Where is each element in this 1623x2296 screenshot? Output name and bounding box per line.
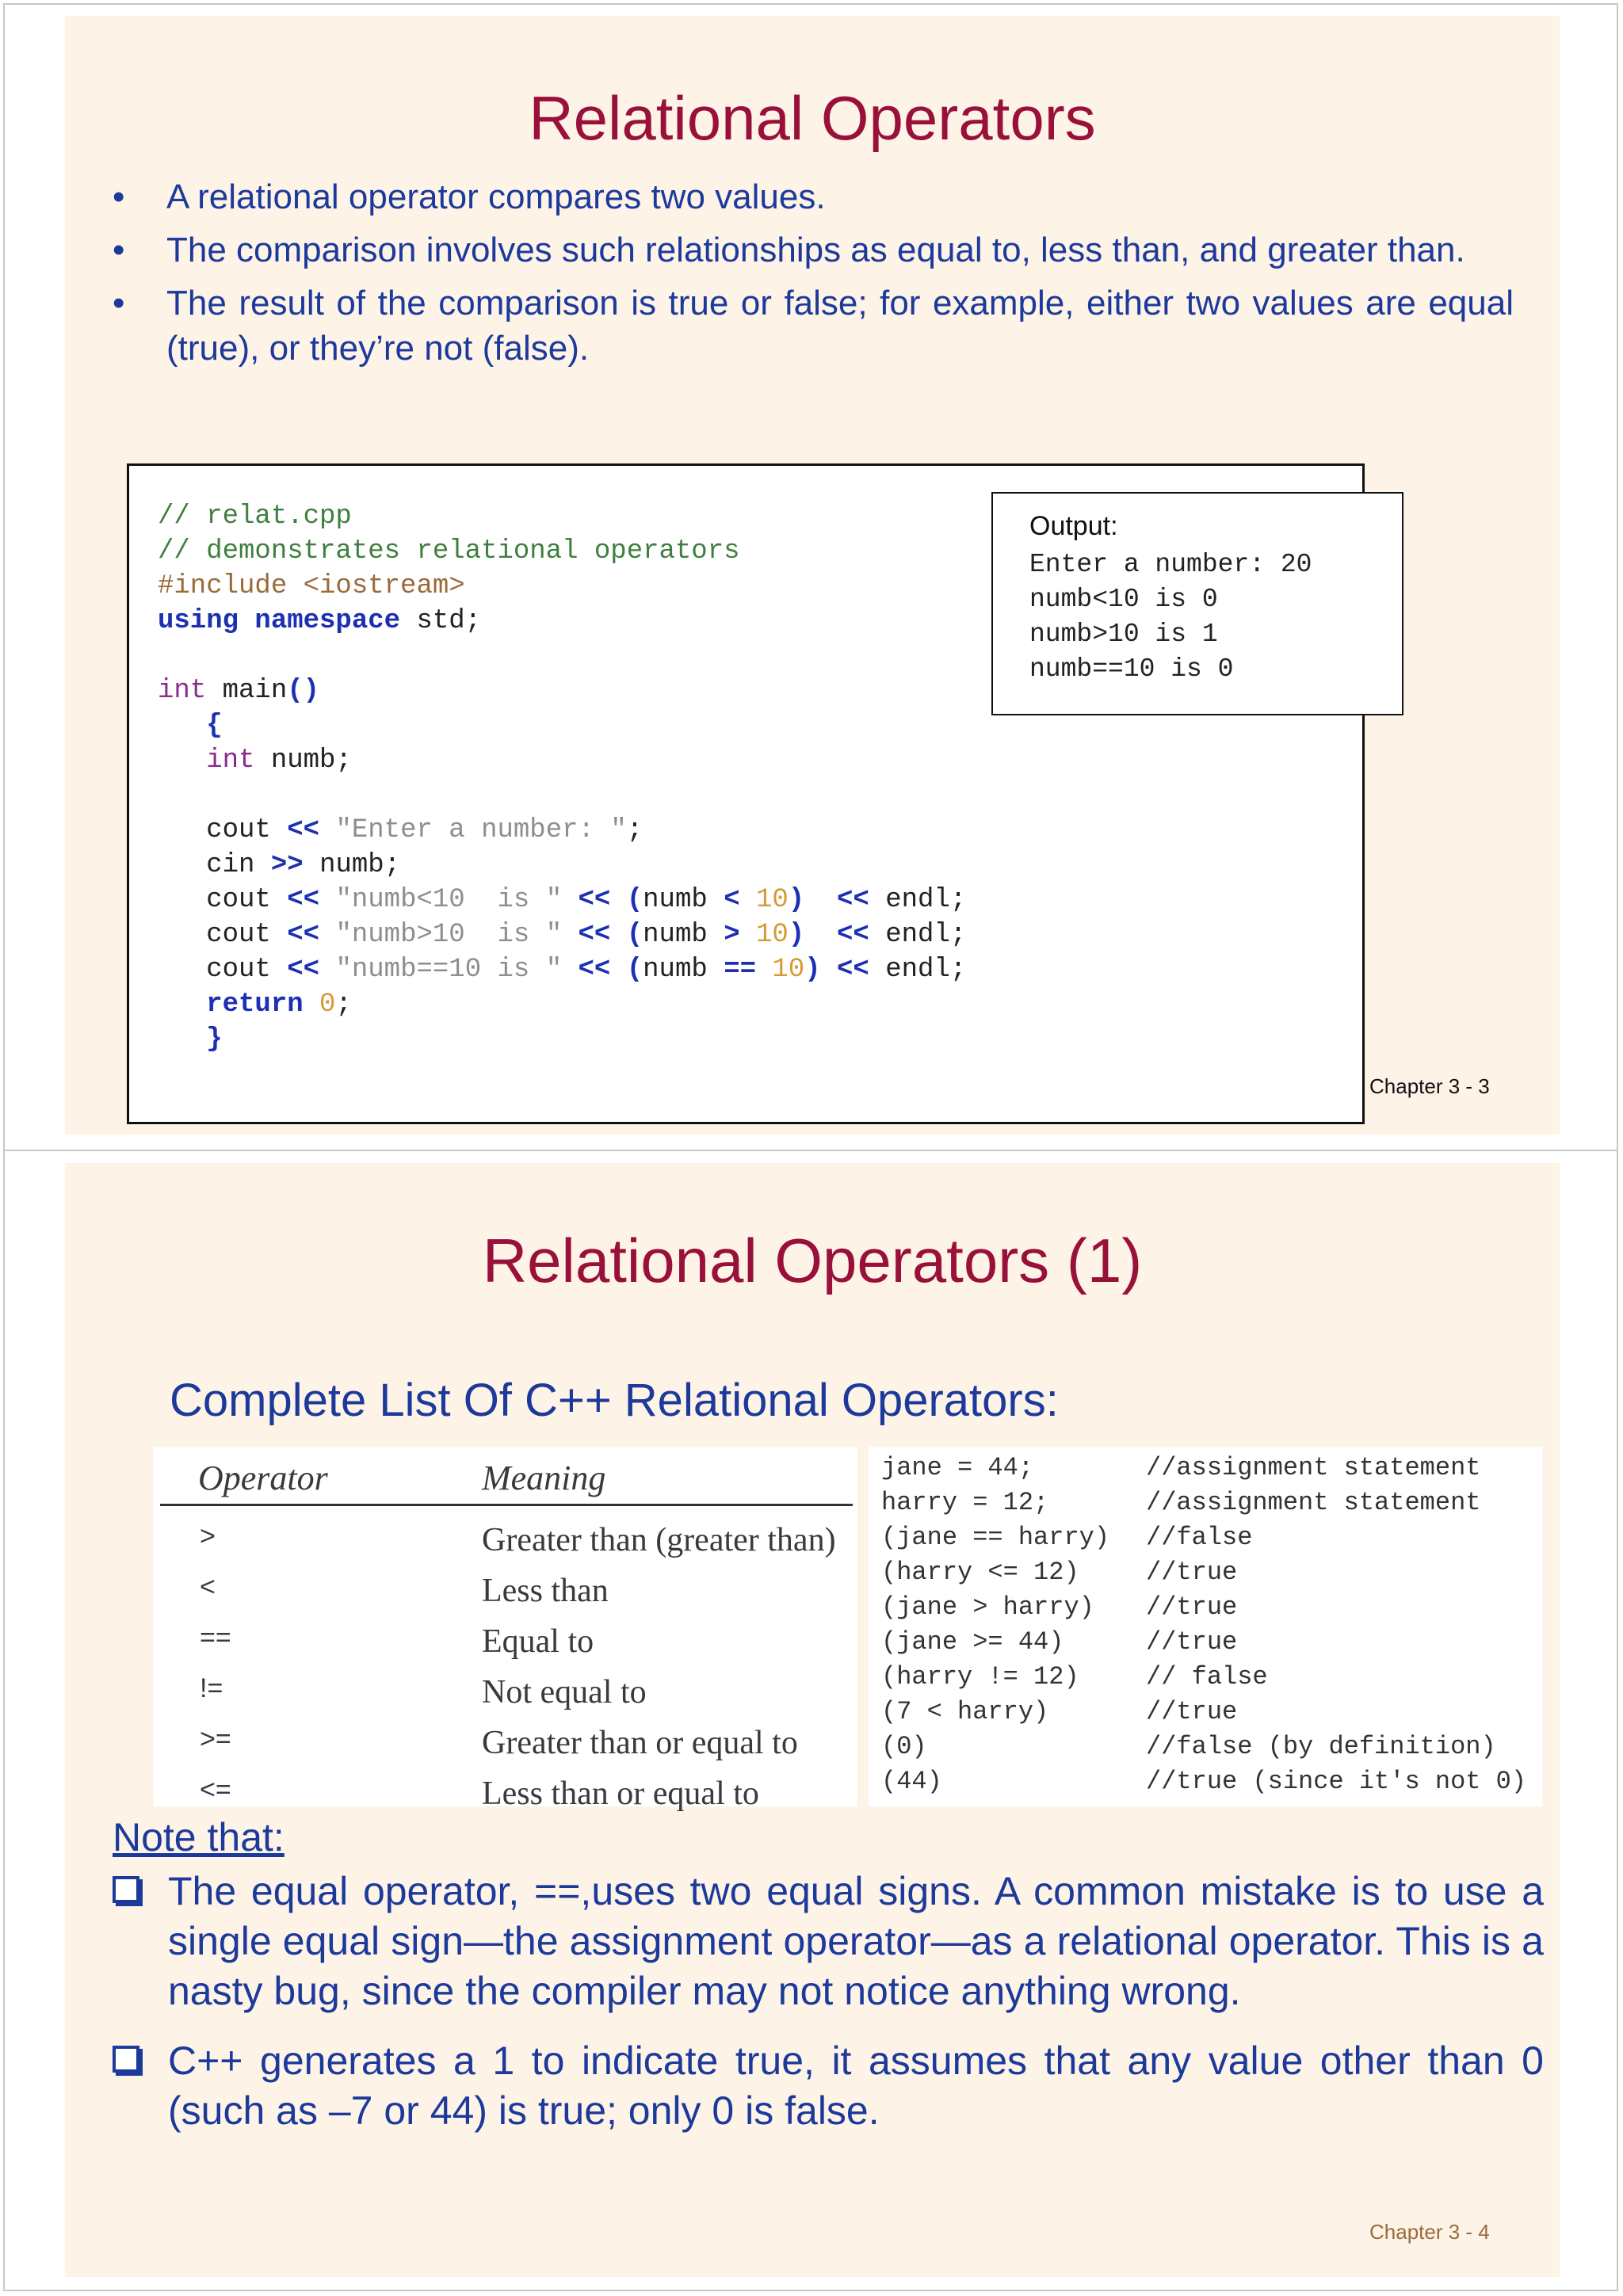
page-divider xyxy=(3,1150,1618,1151)
output-line: Enter a number: 20 xyxy=(1029,550,1312,579)
table-row xyxy=(154,1673,857,1721)
example-expression: (0) xyxy=(881,1732,927,1761)
code-string: "numb==10 is " xyxy=(335,955,563,985)
bullet-item xyxy=(113,227,1514,273)
code-text: ; xyxy=(949,955,967,985)
slide-title: Relational Operators (1) xyxy=(482,1226,1143,1295)
example-comment: //false xyxy=(1146,1523,1253,1552)
code-number: 10 xyxy=(772,955,805,985)
code-operator: << xyxy=(578,920,611,950)
example-expression: (7 < harry) xyxy=(881,1697,1049,1726)
example-comment: //false (by definition) xyxy=(1146,1732,1496,1761)
operator-symbol: > xyxy=(200,1521,216,1551)
operator-meaning: Greater than (greater than) xyxy=(482,1522,836,1558)
code-text: ; xyxy=(626,815,643,845)
example-expression: harry = 12; xyxy=(881,1488,1049,1517)
bullet-list xyxy=(113,174,1514,379)
bullet-item xyxy=(113,280,1514,371)
code-operator: << xyxy=(287,955,320,985)
bullet-text: The comparison involves such relationships as equal to, less than, and greater than. xyxy=(166,231,1465,269)
table-row xyxy=(154,1521,857,1569)
code-ident: cin xyxy=(206,850,255,880)
code-text: std; xyxy=(400,606,482,636)
output-lines xyxy=(1029,547,1312,687)
code-operator: << xyxy=(837,920,869,950)
table-row xyxy=(154,1572,857,1619)
example-comment: //true xyxy=(1146,1697,1238,1726)
example-comment: //assignment statement xyxy=(1146,1453,1481,1482)
output-line: numb>10 is 1 xyxy=(1029,620,1218,649)
operator-meaning: Greater than or equal to xyxy=(482,1725,798,1761)
bullet-item xyxy=(113,174,1514,219)
operator-symbol: < xyxy=(200,1572,216,1602)
example-expression: (harry <= 12) xyxy=(881,1558,1079,1587)
slide-subtitle: Complete List Of C++ Relational Operators: xyxy=(170,1375,1059,1426)
bullet-text: A relational operator compares two values. xyxy=(166,177,826,216)
note-item xyxy=(113,1867,1544,2016)
code-ident: cout xyxy=(206,815,271,845)
code-include: #include <iostream> xyxy=(158,571,465,601)
code-listing-box xyxy=(127,463,1365,1124)
operator-table xyxy=(154,1447,857,1812)
example-comment: //true xyxy=(1146,1592,1238,1622)
code-ident: endl xyxy=(885,920,950,950)
code-ident: cout xyxy=(206,955,271,985)
table-header-operator: Operator xyxy=(198,1459,328,1497)
example-expression: (jane >= 44) xyxy=(881,1627,1064,1657)
slide-title: Relational Operators xyxy=(529,83,1096,153)
example-expression: jane = 44; xyxy=(881,1453,1034,1482)
note-text: The equal operator, ==,uses two equal signs. A common mistake is to use a single equal sign—the assignment operator—as a relational operator. This is a nasty bug, since the compiler may not notice anything wrong. xyxy=(168,1869,1544,2013)
bullet-dot: • xyxy=(113,177,125,216)
output-line: numb<10 is 0 xyxy=(1029,585,1218,614)
example-comment: //true (since it's not 0) xyxy=(1146,1767,1527,1796)
code-string: "numb>10 is " xyxy=(335,920,563,950)
code-ident: endl xyxy=(885,955,950,985)
code-operator: << xyxy=(287,885,320,915)
note-item xyxy=(113,2036,1544,2136)
slide-relational-operators xyxy=(65,16,1560,1135)
operator-symbol: != xyxy=(200,1673,223,1703)
code-operator: << xyxy=(578,955,611,985)
code-operator: < xyxy=(724,885,740,915)
code-text: numb; xyxy=(254,746,352,776)
operator-symbol: >= xyxy=(200,1724,231,1754)
code-text: main xyxy=(206,676,288,706)
code-operator: << xyxy=(578,885,611,915)
code-listing: // relat.cpp // demonstrates relational operators #include <iostream> using namespace std; int main() { int numb; cout << "Enter a number: "; cin >> numb; cout << "numb<10 is " << (numb < 10) << endl; cout << "numb>10 is " << (numb > 10) << endl; cout << "numb==10 is " << (numb == 10) << endl; return 0; } xyxy=(158,502,967,1055)
example-code-panel xyxy=(869,1447,1542,1806)
code-text: ; xyxy=(949,920,967,950)
code-ident: numb xyxy=(643,955,708,985)
example-comment: //assignment statement xyxy=(1146,1488,1481,1517)
operator-meaning: Less than xyxy=(482,1573,609,1609)
slide-footer: Chapter 3 - 4 xyxy=(1369,2220,1490,2244)
code-number: 10 xyxy=(756,920,789,950)
slide-footer: Chapter 3 - 3 xyxy=(1369,1074,1490,1098)
code-ident: numb xyxy=(643,885,708,915)
slide-relational-operators-1 xyxy=(65,1163,1560,2277)
code-operator: << xyxy=(837,885,869,915)
example-expression: (jane == harry) xyxy=(881,1523,1110,1552)
example-comment: //true xyxy=(1146,1558,1238,1587)
code-text: ; xyxy=(949,885,967,915)
code-operator: == xyxy=(724,955,756,985)
operator-meaning: Equal to xyxy=(482,1623,594,1660)
table-header-meaning: Meaning xyxy=(482,1459,606,1497)
code-text: ; xyxy=(384,850,401,880)
code-ident: numb xyxy=(319,850,384,880)
table-row xyxy=(154,1623,857,1670)
checkbox-bullet-icon xyxy=(113,1876,139,1903)
output-label: Output: xyxy=(1029,511,1118,541)
code-operator: > xyxy=(724,920,740,950)
code-string: "numb<10 is " xyxy=(335,885,563,915)
operator-meaning: Less than or equal to xyxy=(482,1775,759,1812)
example-expression: (jane > harry) xyxy=(881,1592,1094,1622)
code-text: ; xyxy=(335,990,352,1020)
checkbox-bullet-icon xyxy=(113,2046,139,2073)
code-parens: () xyxy=(287,676,320,706)
note-text: C++ generates a 1 to indicate true, it assumes that any value other than 0 (such as –7 or 44) is true; only 0 is false. xyxy=(168,2039,1544,2133)
code-comment: // demonstrates relational operators xyxy=(158,536,740,566)
example-expression: (harry != 12) xyxy=(881,1662,1079,1691)
code-ident: numb xyxy=(643,920,708,950)
code-ident: endl xyxy=(885,885,950,915)
code-comment: // relat.cpp xyxy=(158,502,352,532)
output-line: numb==10 is 0 xyxy=(1029,654,1234,684)
example-comment: // false xyxy=(1146,1662,1268,1691)
operator-meaning: Not equal to xyxy=(482,1674,647,1711)
code-string: "Enter a number: " xyxy=(335,815,627,845)
code-keyword: return xyxy=(206,990,304,1020)
code-operator: << xyxy=(837,955,869,985)
code-type: int xyxy=(206,746,255,776)
code-operator: >> xyxy=(270,850,304,880)
code-keyword: using namespace xyxy=(158,606,401,636)
note-title: Note that: xyxy=(113,1815,285,1859)
bullet-text: The result of the comparison is true or false; for example, either two values are equal (true), or they’re not (false). xyxy=(166,284,1514,368)
code-ident: cout xyxy=(206,920,271,950)
code-brace: } xyxy=(206,1024,223,1055)
table-header-rule xyxy=(160,1504,853,1506)
code-operator: << xyxy=(287,920,320,950)
bullet-dot: • xyxy=(113,284,125,322)
operator-symbol: <= xyxy=(200,1775,231,1805)
bullet-dot: • xyxy=(113,231,125,269)
code-brace: { xyxy=(206,711,223,741)
code-ident: cout xyxy=(206,885,271,915)
output-box xyxy=(991,492,1403,715)
operator-symbol: == xyxy=(200,1623,231,1653)
example-expression: (44) xyxy=(881,1767,942,1796)
code-number: 10 xyxy=(756,885,789,915)
example-comment: //true xyxy=(1146,1627,1238,1657)
table-row xyxy=(154,1759,857,1812)
code-type: int xyxy=(158,676,207,706)
code-operator: << xyxy=(287,815,320,845)
code-number: 0 xyxy=(319,990,336,1020)
